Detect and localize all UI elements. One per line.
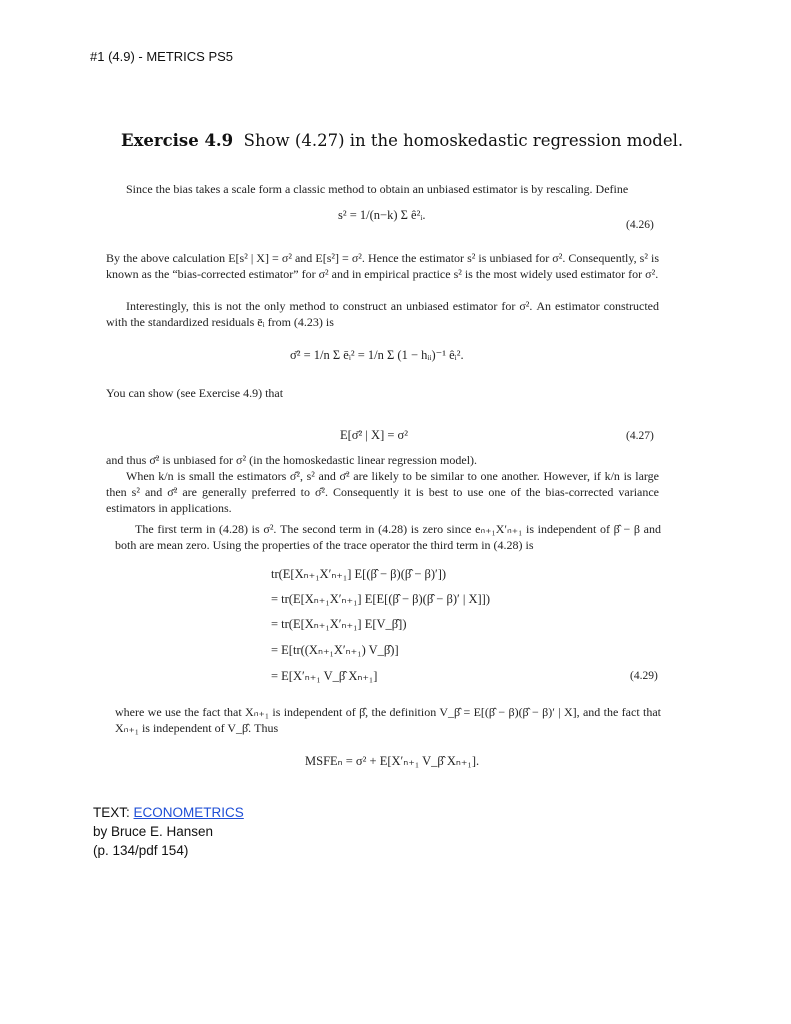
equation-line: = E[X′ₙ₊₁ V_β̂ Xₙ₊₁] xyxy=(271,669,378,683)
textbook-reference xyxy=(93,803,244,860)
excerpt1-paragraph-1: Since the bias takes a scale form a classic method to obtain an unbiased estimator is by rescaling. Define xyxy=(126,182,629,196)
econometrics-link[interactable]: ECONOMETRICS xyxy=(133,805,244,820)
equation-line: tr(E[Xₙ₊₁X′ₙ₊₁] E[(β̂ − β)(β̂ − β)′]) xyxy=(271,567,447,581)
equation-4-26-number: (4.26) xyxy=(626,219,654,231)
reference-author: by Bruce E. Hansen xyxy=(93,824,214,839)
excerpt1-paragraph-4: You can show (see Exercise 4.9) that xyxy=(106,386,284,400)
reference-line-1 xyxy=(93,803,244,822)
excerpt1-paragraph-3: Interestingly, this is not the only method to construct an unbiased estimator for σ². An estimator constructed with the standardized residuals ēᵢ from (4.23) is xyxy=(106,299,659,329)
equation-4-26: s² = 1/(n−k) Σ ê²ᵢ. xyxy=(338,208,426,222)
equation-line: = tr(E[Xₙ₊₁X′ₙ₊₁] E[V_β̂]) xyxy=(271,617,407,631)
reference-prefix: TEXT: xyxy=(93,805,130,820)
excerpt2-paragraph-1: The first term in (4.28) is σ². The second term in (4.28) is zero since eₙ₊₁X′ₙ₊₁ is independent of β̂ − β and both are mean zero. Using the properties of the trace operator the third term in (4.28) is xyxy=(115,522,661,552)
equation-4-27-number: (4.27) xyxy=(626,430,654,442)
equation-line: = tr(E[Xₙ₊₁X′ₙ₊₁] E[E[(β̂ − β)(β̂ − β)′ | X]]) xyxy=(271,592,491,606)
equation-msfe: MSFEₙ = σ² + E[X′ₙ₊₁ V_β̂ Xₙ₊₁]. xyxy=(305,754,480,768)
exercise-prompt: Show (4.27) in the homoskedastic regression model. xyxy=(243,131,684,150)
equation-4-27: E[σ̄² | X] = σ² xyxy=(340,428,409,442)
excerpt2-paragraph-2: where we use the fact that Xₙ₊₁ is independent of β̂, the definition V_β̂ = E[(β̂ − β)(β̂ − β)′ | X], and the fact that Xₙ₊₁ is independent of V_β̂. Thus xyxy=(115,705,661,735)
excerpt1-paragraph-6: When k/n is small the estimators σ̂², s² and σ̄² are likely to be similar to one another. However, if k/n is large then s² and σ̄² are generally preferred to σ̂². Consequently it is best to use one of the bias-corrected variance estimators in applications. xyxy=(106,469,659,515)
equation-4-29-number: (4.29) xyxy=(630,670,658,682)
exercise-label: Exercise 4.9 xyxy=(121,131,234,150)
equation-sigma-bar: σ̄² = 1/n Σ ēᵢ² = 1/n Σ (1 − hᵢᵢ)⁻¹ êᵢ². xyxy=(290,348,464,362)
excerpt1-paragraph-2: By the above calculation E[s² | X] = σ² and E[s²] = σ². Hence the estimator s² is unbiased for σ². Consequently, s² is known as the “bias-corrected estimator” for σ² and in empirical practice s² is the most widely used estimator for σ². xyxy=(106,251,659,281)
reference-pages: (p. 134/pdf 154) xyxy=(93,843,189,858)
page-header: #1 (4.9) - METRICS PS5 xyxy=(90,49,234,64)
excerpt1-paragraph-5: and thus σ̄² is unbiased for σ² (in the homoskedastic linear regression model). xyxy=(106,453,478,467)
equation-line: = E[tr((Xₙ₊₁X′ₙ₊₁) V_β̂)] xyxy=(271,643,399,657)
exercise-title xyxy=(121,131,683,150)
